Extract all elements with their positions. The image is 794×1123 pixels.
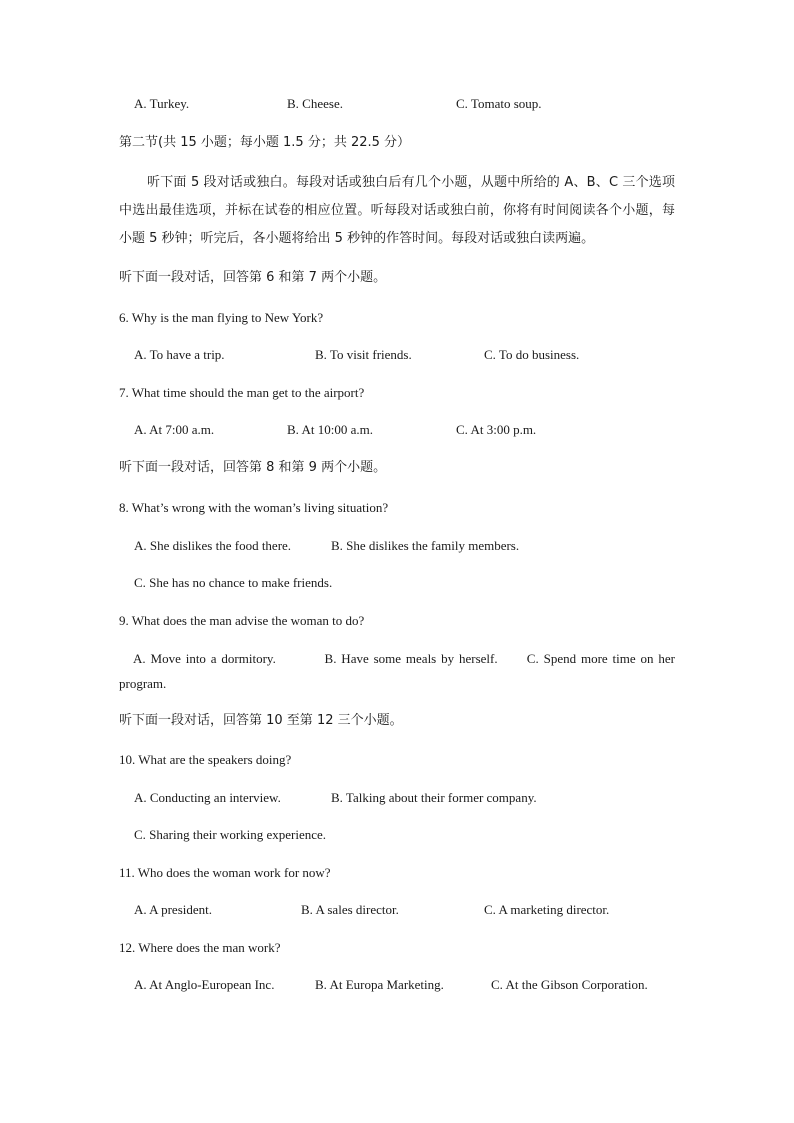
question-9: 9. What does the man advise the woman to do? [119,613,365,628]
q5-option-a: A. Turkey. [134,96,190,111]
question-11: 11. Who does the woman work for now? [119,865,331,880]
q7-option-c: C. At 3:00 p.m. [456,422,537,437]
q8-option-c: C. She has no chance to make friends. [134,575,333,590]
section-header: 第二节(共 15 小题；每小题 1.5 分；共 22.5 分） [119,135,411,150]
dialog-intro-3: 听下面一段对话，回答第 10 至第 12 三个小题。 [119,713,403,728]
q5-option-c: C. Tomato soup. [456,96,542,111]
section-instructions: 听下面 5 段对话或独白。每段对话或独白后有几个小题，从题中所给的 A、B、C 三个选项中选出最佳选项，并标在试卷的相应位置。听每段对话或独白前，你将有时间阅读各个小题，每小题 5 秒钟；听完后，各小题将给出 5 秒钟的作答时间。每段对话或独白读两遍。 [119,175,675,246]
q10-option-c: C. Sharing their working experience. [134,827,327,842]
q8-option-b: B. She dislikes the family members. [331,538,520,553]
q6-option-a: A. To have a trip. [134,347,225,362]
question-10: 10. What are the speakers doing? [119,752,292,767]
q7-option-b: B. At 10:00 a.m. [287,422,373,437]
q12-option-b: B. At Europa Marketing. [315,977,444,992]
q12-option-c: C. At the Gibson Corporation. [491,977,648,992]
question-12: 12. Where does the man work? [119,940,281,955]
q6-option-c: C. To do business. [484,347,580,362]
q6-option-b: B. To visit friends. [315,347,412,362]
q10-option-a: A. Conducting an interview. [134,790,281,805]
q9-options: A. Move into a dormitory. B. Have some meals by herself. C. Spend more time on her program. [119,651,679,691]
q11-option-c: C. A marketing director. [484,902,610,917]
q12-option-a: A. At Anglo-European Inc. [134,977,275,992]
question-6: 6. Why is the man flying to New York? [119,310,324,325]
question-7: 7. What time should the man get to the airport? [119,385,365,400]
q11-option-a: A. A president. [134,902,212,917]
q8-option-a: A. She dislikes the food there. [134,538,292,553]
dialog-intro-2: 听下面一段对话，回答第 8 和第 9 两个小题。 [119,460,387,475]
q5-option-b: B. Cheese. [287,96,343,111]
q10-option-b: B. Talking about their former company. [331,790,537,805]
dialog-intro-1: 听下面一段对话，回答第 6 和第 7 两个小题。 [119,270,387,285]
q11-option-b: B. A sales director. [301,902,399,917]
question-8: 8. What’s wrong with the woman’s living situation? [119,500,389,515]
q7-option-a: A. At 7:00 a.m. [134,422,215,437]
